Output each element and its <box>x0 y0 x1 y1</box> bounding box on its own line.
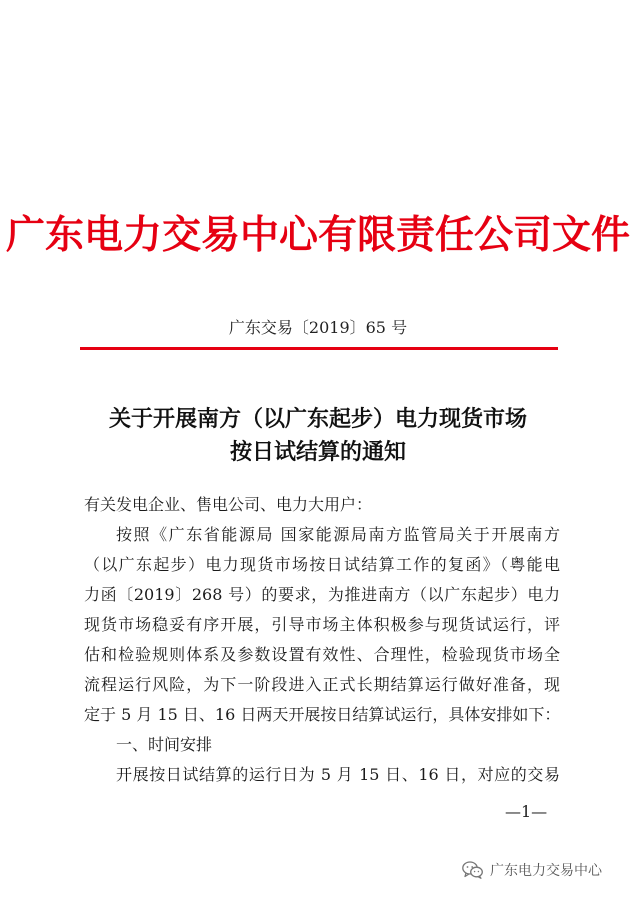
document-masthead: 广东电力交易中心有限责任公司文件 <box>5 212 630 258</box>
notice-title <box>0 403 636 469</box>
section-heading: 一、时间安排 <box>116 735 213 754</box>
document-number: 广东交易〔2019〕65 号 <box>228 318 408 337</box>
notice-title-line-2: 按日试结算的通知 <box>229 439 406 465</box>
section-text: 开展按日试结算的运行日为 5 月 15 日、16 日，对应的交易 <box>116 765 560 784</box>
notice-title-line-1: 关于开展南方（以广东起步）电力现货市场 <box>108 406 527 432</box>
body-line: 力函〔2019〕268 号）的要求，为推进南方（以广东起步）电力 <box>84 585 560 604</box>
body-line: 流程运行风险，为下一阶段进入正式长期结算运行做好准备，现 <box>84 675 560 694</box>
body-line: 定于 5 月 15 日、16 日两天开展按日结算试运行，具体安排如下： <box>84 705 561 724</box>
body-line: 估和检验规则体系及参数设置有效性、合理性，检验现货市场全 <box>84 645 560 664</box>
body-line: 按照《广东省能源局 国家能源局南方监管局关于开展南方 <box>116 525 560 544</box>
wechat-watermark <box>462 858 602 882</box>
notice-body <box>84 490 560 790</box>
watermark-text: 广东电力交易中心 <box>490 863 602 879</box>
body-line: 现货市场稳妥有序开展，引导市场主体积极参与现货试运行，评 <box>84 615 560 634</box>
wechat-icon <box>462 861 484 879</box>
salutation: 有关发电企业、售电公司、电力大用户： <box>84 495 373 514</box>
body-line: （以广东起步）电力现货市场按日试结算工作的复函》（粤能电 <box>84 555 560 574</box>
page-number: —1— <box>505 802 548 821</box>
masthead-divider <box>80 347 558 350</box>
